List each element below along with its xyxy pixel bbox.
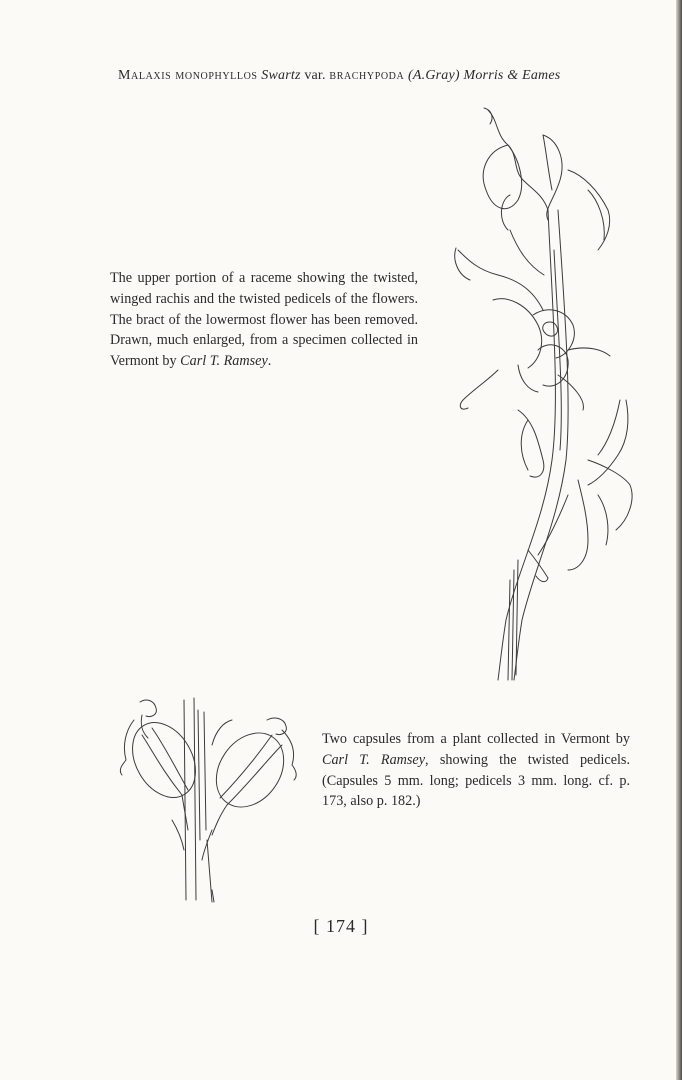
caption-lower-collector: Carl T. Ramsey: [322, 751, 426, 768]
raceme-illustration: [448, 100, 648, 685]
page-number: [ 174 ]: [313, 916, 369, 936]
caption-lower-text-1: Two capsules from a plant collected in Vermont by: [322, 731, 630, 747]
header-variety: brachypoda: [329, 68, 405, 83]
header-var-label: var.: [304, 68, 326, 83]
caption-lower-text-2: , showing the twisted pedicels. (Capsules 5 mm. long; pedicels 3 mm. long. cf. p. 173, also p. 182.): [322, 751, 630, 810]
upper-illustration-caption: [110, 268, 418, 372]
header-author-3: Morris & Eames: [463, 68, 561, 83]
lower-illustration-caption: [322, 729, 630, 812]
caption-upper-text: The upper portion of a raceme showing the twisted, winged rachis and the twisted pedicels of the flowers. The bract of the lowermost flower has been removed. Drawn, much enlarged, from a specimen collected in Vermont by: [110, 270, 418, 370]
header-author: Swartz: [261, 68, 301, 83]
header-genus: Malaxis monophyllos: [118, 68, 258, 83]
page-edge-shadow: [676, 0, 682, 1080]
caption-upper-end: .: [267, 353, 272, 370]
running-header: [118, 68, 638, 84]
header-author-2: (A.Gray): [408, 68, 460, 83]
caption-upper-collector: Carl T. Ramsey: [180, 353, 268, 370]
capsules-illustration: [112, 690, 302, 905]
